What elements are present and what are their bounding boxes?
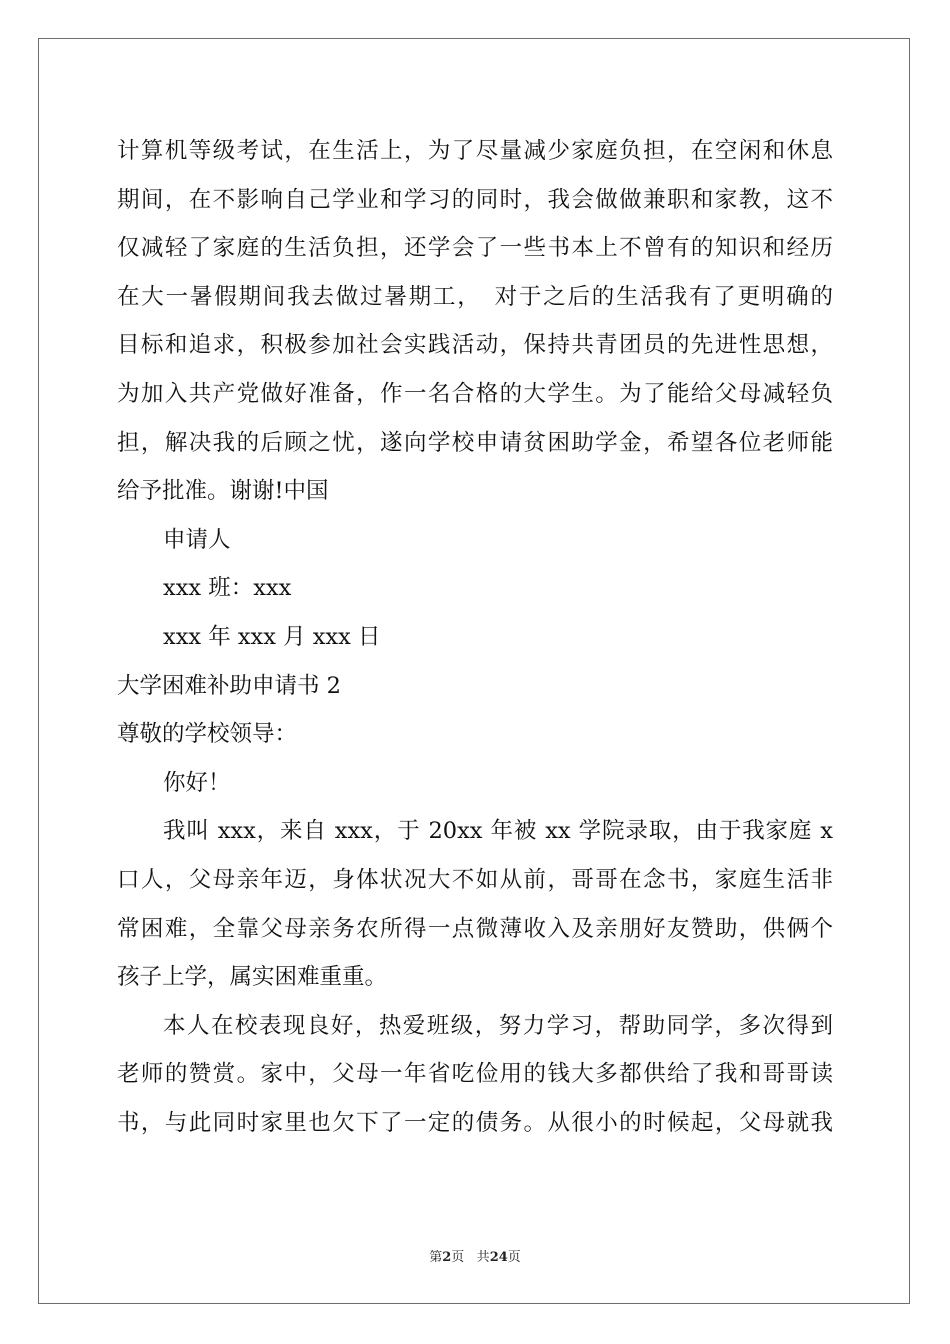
body-line: 期间，在不影响自己学业和学习的同时，我会做做兼职和家教，这不 [117,186,833,213]
body-line: 计算机等级考试，在生活上，为了尽量减少家庭负担，在空闲和休息 [117,138,833,164]
salutation: 尊敬的学校领导： [117,721,298,748]
body-line: 孩子上学，属实困难重重。 [117,964,388,991]
footer-page-prefix: 第 [429,1250,443,1265]
body-line: 给予批准。谢谢!中国 [117,478,329,505]
section-title: 大学困难补助申请书 2 [117,672,341,699]
footer-page-number: 2 [442,1250,452,1265]
body-line: 我叫 xxx，来自 xxx，于 20xx 年被 xx 学院录取，由于我家庭 x [163,818,833,845]
body-line: 为加入共产党做好准备，作一名合格的大学生。为了能给父母减轻负 [117,380,833,407]
page-footer [0,1246,950,1265]
body-line: 常困难，全靠父母亲务农所得一点微薄收入及亲朋好友赞助，供俩个 [117,915,833,942]
signature-class: xxx 班：xxx [163,575,292,602]
document-body [117,127,833,1147]
body-line: 书，与此同时家里也欠下了一定的债务。从很小的时候起，父母就我 [117,1109,833,1136]
footer-total-unit: 页 [507,1250,521,1265]
body-line: 口人，父母亲年迈，身体状况大不如从前，哥哥在念书，家庭生活非 [117,866,833,893]
body-line: 仅减轻了家庭的生活负担，还学会了一些书本上不曾有的知识和经历 [117,235,833,262]
greeting: 你好！ [163,769,231,796]
body-line: 本人在校表现良好，热爱班级，努力学习，帮助同学，多次得到 [163,1012,833,1039]
body-line: 担，解决我的后顾之忧，遂向学校申请贫困助学金，希望各位老师能 [117,429,833,456]
footer-page-unit: 页 [451,1250,465,1265]
body-line: 目标和追求，积极参加社会实践活动，保持共青团员的先进性思想， [117,332,833,359]
signature-applicant: 申请人 [163,526,231,553]
footer-total-prefix: 共 [476,1250,490,1265]
body-line: 在大一暑假期间我去做过暑期工， 对于之后的生活我有了更明确的 [117,283,833,310]
signature-date: xxx 年 xxx 月 xxx 日 [163,623,381,650]
footer-total-pages: 24 [489,1250,508,1265]
body-line: 老师的赞赏。家中，父母一年省吃俭用的钱大多都供给了我和哥哥读 [117,1061,833,1088]
